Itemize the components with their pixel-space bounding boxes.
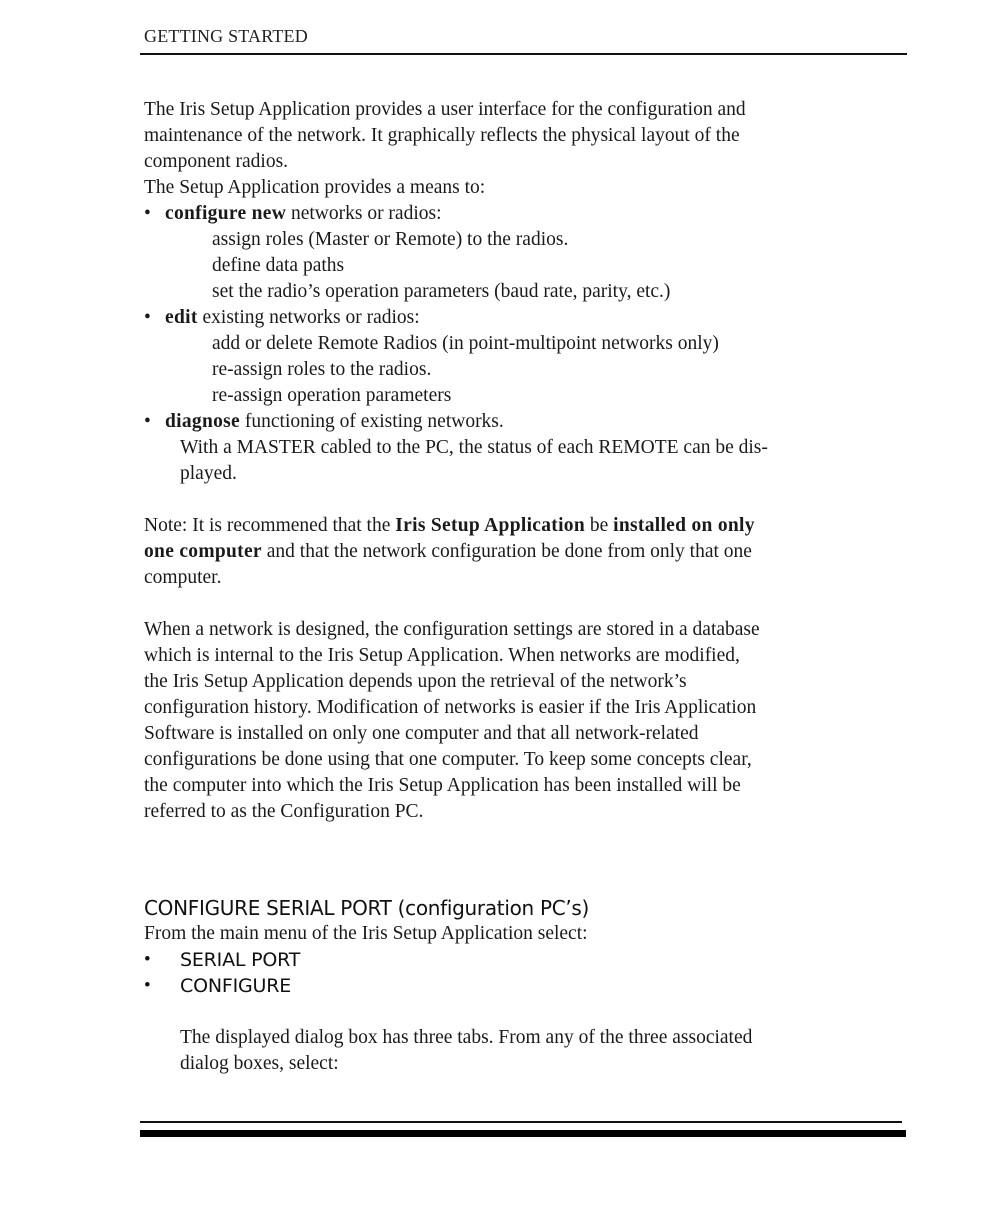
section-heading-configure-serial-port: CONFIGURE SERIAL PORT (configuration PC’s) [144, 896, 590, 920]
configure-new-text: networks or radios: [286, 203, 442, 224]
spacer [144, 591, 904, 617]
note-line-1 [144, 513, 904, 539]
dialog-description-line-2: dialog boxes, select: [180, 1053, 339, 1074]
dialog-description-line-1: The displayed dialog box has three tabs. From any of the three associated [180, 1027, 753, 1048]
database-paragraph-line: the Iris Setup Application depends upon the retrieval of the network’s [144, 671, 687, 692]
database-paragraph-line: the computer into which the Iris Setup Application has been installed will be [144, 775, 741, 796]
diagnose-keyword: diagnose [165, 411, 241, 432]
footer-rule-thick [140, 1130, 906, 1137]
database-paragraph-line: Software is installed on only one computer and that all network-related [144, 723, 699, 744]
database-paragraph-line: referred to as the Configuration PC. [144, 801, 424, 822]
note-emphasis: one computer [144, 541, 262, 562]
intro-line-2: maintenance of the network. It graphically reflects the physical layout of the [144, 125, 740, 146]
bullet-dot: • [144, 411, 151, 432]
note-text: Note: It is recommened that the [144, 515, 396, 536]
spacer [144, 487, 904, 513]
note-line-2 [144, 539, 904, 565]
note-text: be [585, 515, 614, 536]
bullet-dot: • [144, 307, 151, 328]
bullet-dot: • [144, 949, 151, 970]
edit-subitem: re-assign roles to the radios. [212, 359, 432, 380]
edit-subitem: re-assign operation parameters [212, 385, 452, 406]
configure-subitem: define data paths [212, 255, 345, 276]
intro-line-3: component radios. [144, 151, 289, 172]
page-body [144, 97, 904, 1077]
menu-item-label: CONFIGURE [180, 975, 292, 997]
header-rule [140, 53, 907, 55]
note-line-3: computer. [144, 567, 222, 588]
database-paragraph-line: configurations be done using that one computer. To keep some concepts clear, [144, 749, 752, 770]
menu-item-configure [144, 973, 904, 999]
note-emphasis: installed on only [613, 515, 755, 536]
means-intro: The Setup Application provides a means to: [144, 177, 486, 198]
configure-new-keyword: configure new [165, 203, 287, 224]
configure-subitem: assign roles (Master or Remote) to the radios. [212, 229, 569, 250]
spacer [144, 999, 904, 1025]
footer-rule-thin [140, 1121, 902, 1123]
database-paragraph-line: configuration history. Modification of networks is easier if the Iris Application [144, 697, 757, 718]
edit-subitem: add or delete Remote Radios (in point-multipoint networks only) [212, 333, 719, 354]
diagnose-detail-line-1: With a MASTER cabled to the PC, the status of each REMOTE can be dis- [180, 437, 768, 458]
running-header-title: GETTING STARTED [144, 26, 308, 46]
edit-text: existing networks or radios: [197, 307, 420, 328]
configure-subitem: set the radio’s operation parameters (baud rate, parity, etc.) [212, 281, 671, 302]
note-text: and that the network configuration be done from only that one [261, 541, 752, 562]
bullet-dot: • [144, 975, 151, 996]
menu-item-serial-port [144, 947, 904, 973]
bullet-configure-new [144, 201, 904, 227]
diagnose-text: functioning of existing networks. [240, 411, 504, 432]
bullet-dot: • [144, 203, 151, 224]
note-app-name: Iris Setup Application [395, 515, 585, 536]
database-paragraph-line: When a network is designed, the configuration settings are stored in a database [144, 619, 760, 640]
menu-item-label: SERIAL PORT [180, 949, 301, 971]
serial-port-instruction: From the main menu of the Iris Setup Application select: [144, 923, 588, 944]
bullet-edit [144, 305, 904, 331]
diagnose-detail-line-2: played. [180, 463, 237, 484]
spacer [144, 825, 904, 895]
database-paragraph-line: which is internal to the Iris Setup Application. When networks are modified, [144, 645, 740, 666]
edit-keyword: edit [165, 307, 198, 328]
intro-line-1: The Iris Setup Application provides a user interface for the configuration and [144, 99, 746, 120]
bullet-diagnose [144, 409, 904, 435]
